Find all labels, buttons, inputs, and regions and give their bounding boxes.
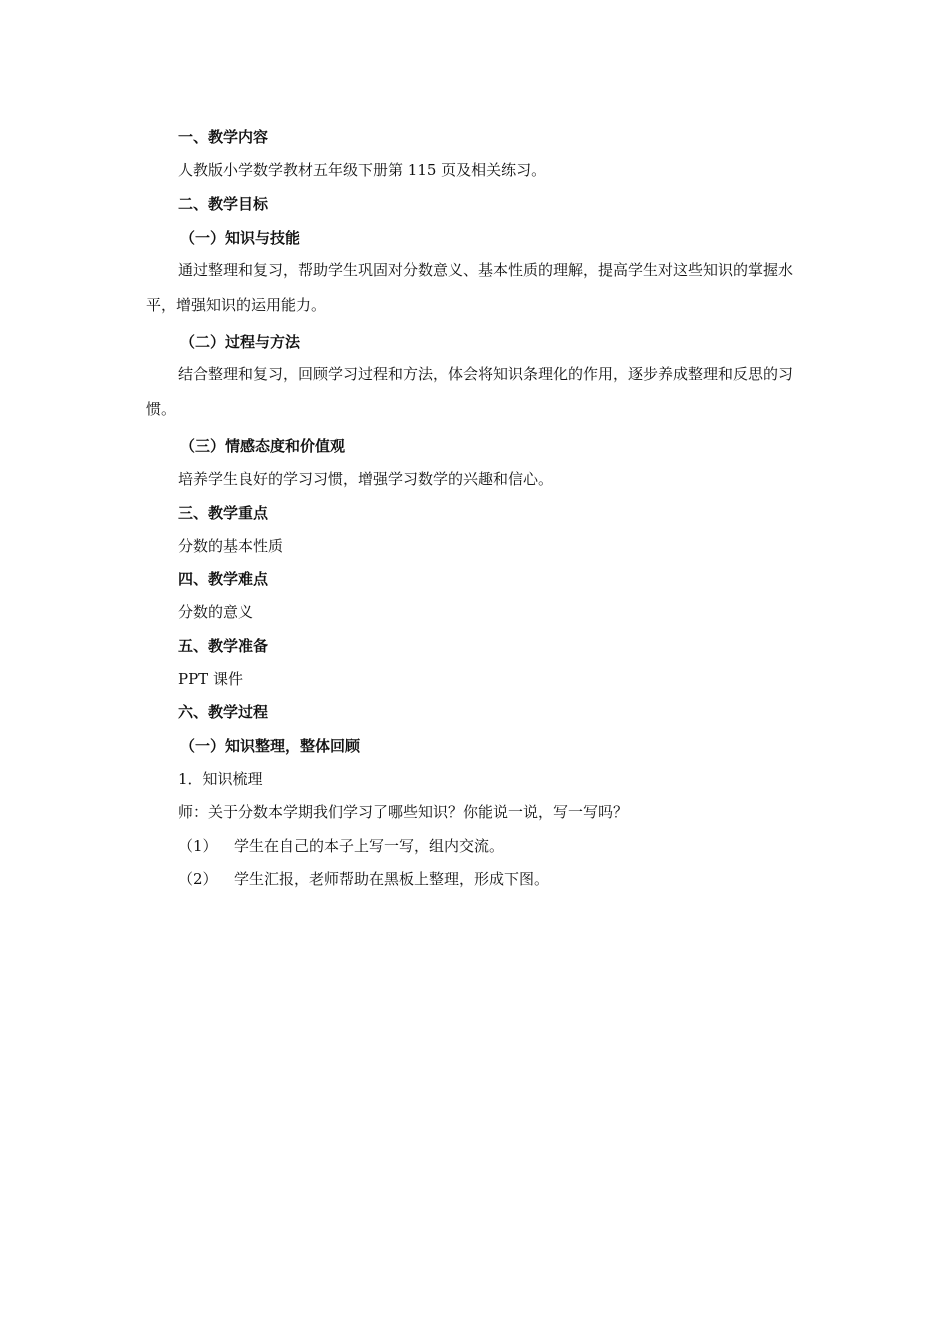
step-2-text: 学生汇报，老师帮助在黑板上整理，形成下图。 xyxy=(234,870,550,888)
section-3-body: 分数的基本性质 xyxy=(178,537,284,555)
section-6-item-1: 1．知识梳理 xyxy=(178,770,263,788)
section-2-sub3-body: 培养学生良好的学习习惯，增强学习数学的兴趣和信心。 xyxy=(178,470,554,488)
step-1-number: （1） xyxy=(178,837,218,855)
step-2-number: （2） xyxy=(178,870,218,888)
section-1-heading: 一、教学内容 xyxy=(178,128,269,146)
section-5-body: PPT 课件 xyxy=(178,670,243,688)
section-4-heading: 四、教学难点 xyxy=(178,570,269,588)
section-2-subheading-1: （一）知识与技能 xyxy=(180,229,301,247)
step-2 xyxy=(178,869,549,889)
section-6-subheading-1: （一）知识整理，整体回顾 xyxy=(180,737,361,755)
section-5-heading: 五、教学准备 xyxy=(178,637,269,655)
section-2-heading: 二、教学目标 xyxy=(178,195,269,213)
section-3-heading: 三、教学重点 xyxy=(178,504,269,522)
section-2-subheading-3: （三）情感态度和价值观 xyxy=(180,437,346,455)
section-1-body: 人教版小学数学教材五年级下册第 115 页及相关练习。 xyxy=(178,161,547,179)
section-6-question: 师：关于分数本学期我们学习了哪些知识？你能说一说，写一写吗？ xyxy=(178,803,629,821)
section-2-subheading-2: （二）过程与方法 xyxy=(180,333,301,351)
section-6-heading: 六、教学过程 xyxy=(178,703,269,721)
step-1-text: 学生在自己的本子上写一写，组内交流。 xyxy=(234,837,505,855)
section-2-sub1-body: 通过整理和复习，帮助学生巩固对分数意义、基本性质的理解，提高学生对这些知识的掌握水平，增强知识的运用能力。 xyxy=(146,261,794,314)
step-1 xyxy=(178,836,504,856)
section-4-body: 分数的意义 xyxy=(178,603,254,621)
section-2-sub2-body: 结合整理和复习，回顾学习过程和方法，体会将知识条理化的作用，逐步养成整理和反思的习惯。 xyxy=(146,365,794,418)
